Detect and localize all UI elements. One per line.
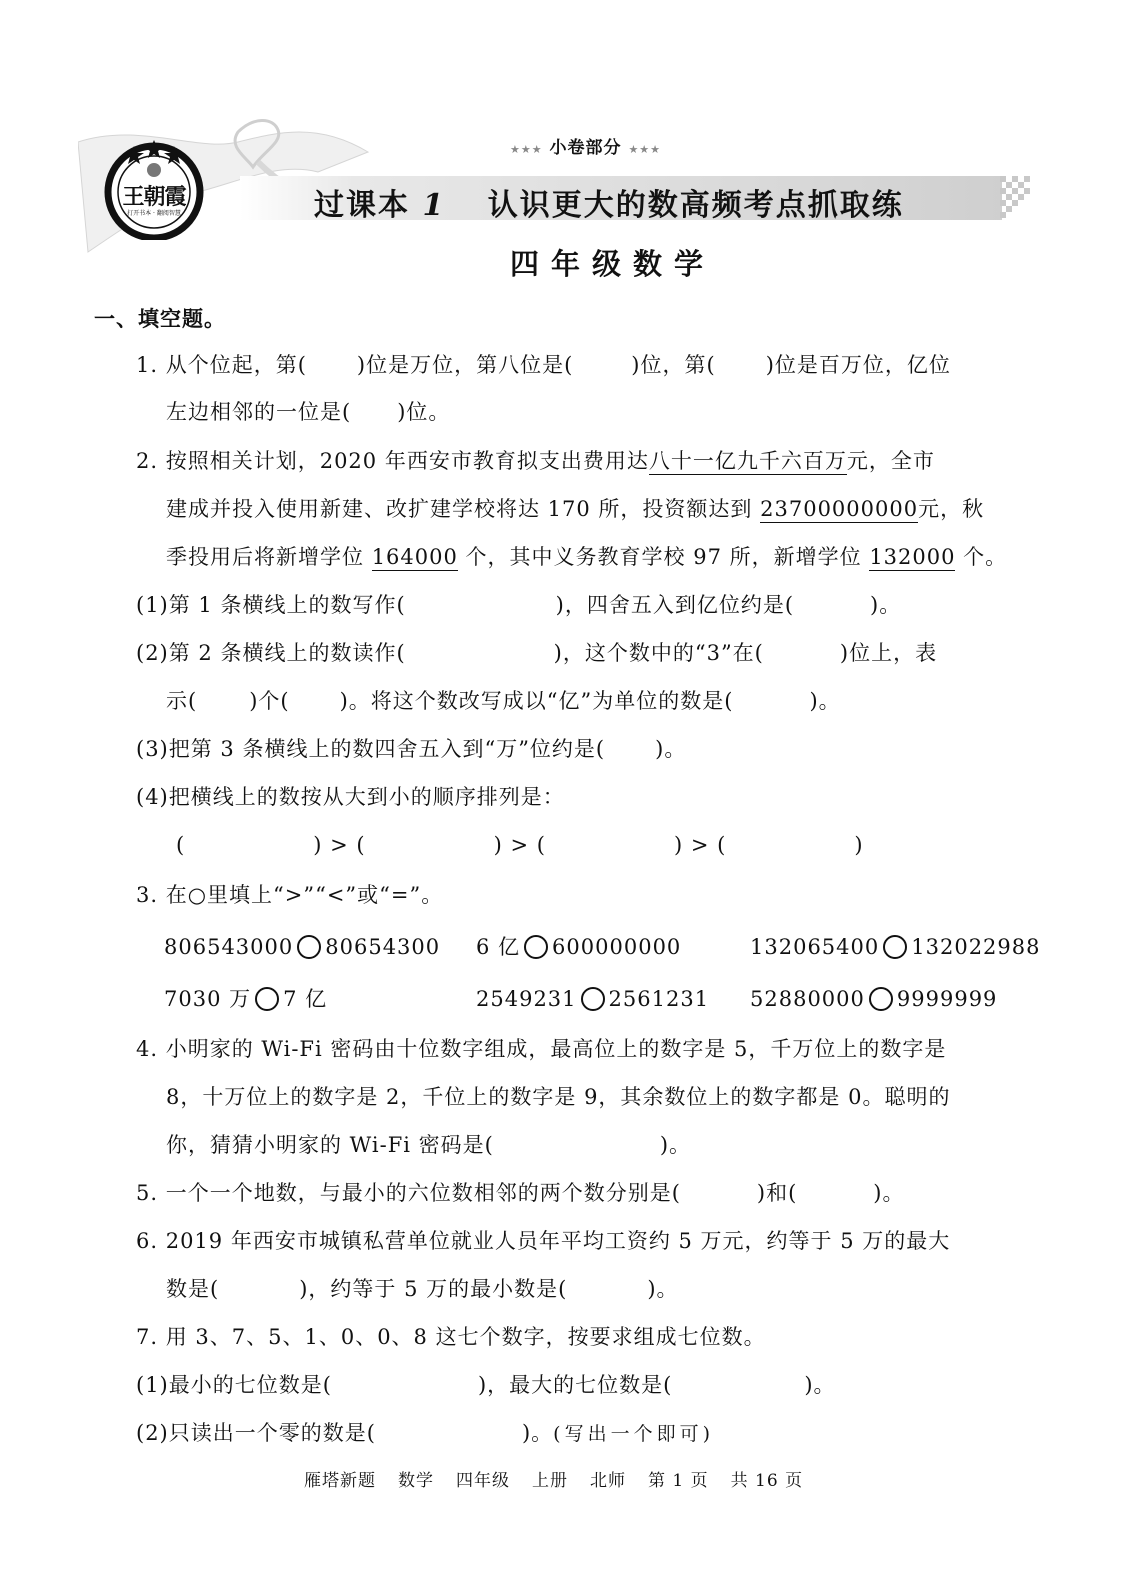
footer-item: 上册 [532, 1471, 568, 1491]
question-2-line-2: 建成并投入使用新建、改扩建学校将达 170 所，投资额达到 23700000000元，秋 [166, 497, 985, 521]
subtitle-text: 小卷部分 [549, 138, 622, 158]
answer-circle[interactable] [297, 935, 321, 959]
comparison-3: 132065400 132022988 [750, 935, 1041, 959]
question-4-line-2: 8，十万位上的数字是 2，千位上的数字是 9，其余数位上的数字都是 0。聪明的 [166, 1085, 951, 1109]
question-5: 5. 一个一个地数，与最小的六位数相邻的两个数分别是( )和( )。 [136, 1181, 905, 1205]
title-number: 1 [422, 188, 446, 223]
footer-page-total: 共 16 页 [730, 1471, 804, 1491]
underlined-number-4: 132000 [869, 545, 956, 569]
question-2-order-row: ( ) > ( ) > ( ) > ( ) [176, 833, 864, 857]
question-4-line-1: 4. 小明家的 Wi-Fi 密码由十位数字组成，最高位上的数字是 5，千万位上的数字是 [136, 1037, 947, 1061]
underlined-number-1: 八十一亿九千六百万 [648, 449, 847, 473]
grade-heading: 四年级数学 [510, 247, 716, 281]
question-1-line-1: 1. 从个位起，第( )位是万位，第八位是( )位，第( )位是百万位，亿位 [136, 353, 951, 377]
question-7-part-2: (2)只读出一个零的数是( )。(写出一个即可) [136, 1421, 714, 1445]
question-6-line-2: 数是( )，约等于 5 万的最小数是( )。 [166, 1277, 679, 1301]
footer-page-number: 第 1 页 [648, 1471, 709, 1491]
underlined-number-3: 164000 [371, 545, 458, 569]
section-heading: 一、填空题。 [94, 307, 226, 331]
answer-circle[interactable] [255, 987, 279, 1011]
question-7-part-1: (1)最小的七位数是( )，最大的七位数是( )。 [136, 1373, 836, 1397]
footer-item: 四年级 [456, 1471, 510, 1491]
answer-circle[interactable] [869, 987, 893, 1011]
title-main: 认识更大的数高频考点抓取练 [487, 188, 904, 223]
section-subtitle [510, 133, 661, 158]
comparison-1: 806543000 80654300 [164, 935, 441, 959]
footer-item: 北师 [590, 1471, 626, 1491]
star-icon: ★★★ [628, 143, 662, 156]
comparison-2: 6 亿 600000000 [476, 935, 682, 959]
question-3-title: 3. 在○里填上“>”“<”或“=”。 [136, 883, 444, 907]
underlined-number-2: 23700000000 [760, 497, 919, 521]
logo-text: 王朝霞 [122, 184, 186, 210]
question-7-line-1: 7. 用 3、7、5、1、0、0、8 这七个数字，按要求组成七位数。 [136, 1325, 766, 1349]
question-2-part-4: (4)把横线上的数按从大到小的顺序排列是： [136, 785, 565, 809]
question-6-line-1: 6. 2019 年西安市城镇私营单位就业人员年平均工资约 5 万元，约等于 5 万的最大 [136, 1229, 951, 1253]
answer-circle[interactable] [524, 935, 548, 959]
question-4-line-3: 你，猜猜小明家的 Wi-Fi 密码是( )。 [166, 1133, 692, 1157]
comparison-6: 52880000 9999999 [750, 987, 998, 1011]
question-2-part-2-line-2: 示( )个( )。将这个数改写成以“亿”为单位的数是( )。 [166, 689, 841, 713]
logo-subtext: 打开书本 · 翻阅智慧 [127, 210, 181, 217]
title-prefix: 过课本 [314, 188, 410, 223]
question-2-part-2-line-1: (2)第 2 条横线上的数读作( )，这个数中的“3”在( )位上，表 [136, 641, 938, 665]
answer-circle[interactable] [883, 935, 907, 959]
footer-item: 雁塔新题 [304, 1471, 376, 1491]
footer-item: 数学 [398, 1471, 434, 1491]
comparison-4: 7030 万 7 亿 [164, 987, 328, 1011]
answer-circle[interactable] [581, 987, 605, 1011]
question-2-part-1: (1)第 1 条横线上的数写作( )，四舍五入到亿位约是( )。 [136, 593, 902, 617]
question-1-line-2: 左边相邻的一位是( )位。 [166, 400, 451, 424]
checker-pattern-icon [1000, 176, 1040, 220]
page-footer [304, 1466, 803, 1491]
comparison-5: 2549231 2561231 [476, 987, 710, 1011]
page-title [314, 180, 904, 224]
logo [104, 140, 204, 240]
question-2-part-3: (3)把第 3 条横线上的数四舍五入到“万”位约是( )。 [136, 737, 687, 761]
star-icon: ★★★ [510, 143, 543, 156]
question-2-line-3: 季投用后将新增学位 164000 个，其中义务教育学校 97 所，新增学位 132000 个。 [166, 545, 1008, 569]
question-2-line-1: 2. 按照相关计划，2020 年西安市教育拟支出费用达八十一亿九千六百万元，全市 [136, 449, 935, 473]
